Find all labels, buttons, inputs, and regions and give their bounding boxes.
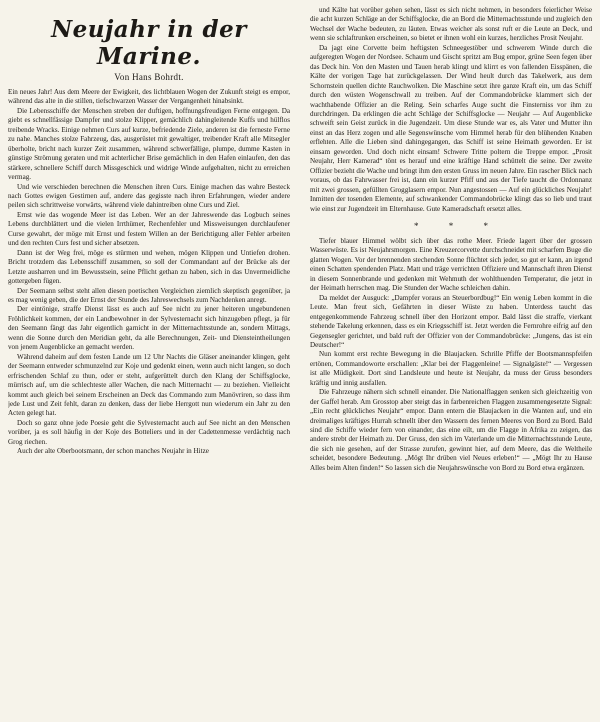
left-column-text bbox=[8, 88, 290, 457]
right-column-text-top bbox=[310, 6, 592, 214]
paragraph: und Kälte hat vorüber gehen sehen, lässt es sich nicht nehmen, in besonders feierlicher Weise die acht kurzen Schläge an der Schiffsglocke, die an Bord die Mitternachtsstunde und zugleich den Wechsel der Wache bedeuten, zu läuten. Etwas weicher als sonst ruft er die Leute an Deck, und wenn sie schlaftrunken erscheinen, so bietet er ihnen wohl ein kurzes, herzliches Prosit Neujahr. bbox=[310, 6, 592, 43]
paragraph: Der eintönige, straffe Dienst lässt es auch auf See nicht zu jener heiteren ungebundenen Fröhlichkeit kommen, der ein Landbewohner in der Sylvesternacht sich hinzugeben pflegt, ja für den Seemann fängt das Jahr eigentlich garnicht in der Mitternachtsstunde an, sondern Mittags, wenn die Sonne durch den Meridian geht, da alle Berechnungen, Zeit- und Diensteintheilungen von jenem Augenblicke an gemacht werden. bbox=[8, 305, 290, 352]
article-columns bbox=[8, 6, 592, 718]
paragraph: Die Fahrzeuge nähern sich schnell einander. Die Nationalflaggen senken sich gleichzeitig von der Gaffel herab. Am Grosstop aber steigt das in farbenreichen Flaggen zusammengesetzte Signal: „Ein recht glückliches Neujahr“ empor. Dann entern die Blaujacken in die Wanten auf, und ein dreimaliges kräftiges Hurrah schnellt über den Wassern des fernen Meeres von Bord zu Bord. Bald sind die Schiffe wieder fern von einander, das eine eilt, um die Flagge in Afrika zu zeigen, das andere strebt der Heimath zu. Der Gruss, den sich im Vaterlande um die Mitternachtsstunde Leute, die sich nie gesehen, auf der Strasse zurufen, gewinnt hier, auf dem Meere, das die Weltheile scheidet, besondere Bedeutung. „Mögt Ihr drüben viel Neues erleben!“ — „Mögt Ihr zu Hause Alles beim Alten finden!“ So lassen sich die Neujahrswünsche von Bord zu Bord etwa ergänzen. bbox=[310, 388, 592, 472]
paragraph: Die Lebensschiffe der Menschen streben der duftigen, hoffnungsfreudigen Ferne entgegen. Da giebt es schnellfässige Dampfer und stolze Klipper, gemächlich dahingleitende Kuffs und hülflos treibende Wracks. Einige nehmen Curs auf kurze, befriedende Ziele, anderen ist die ferneste Ferne zu nahe. Manches stolze Fahrzeug, das, ausgerüstet mit gewaltiger, treibender Kraft alle Mitsegler überholte, bricht nach kurzer Zeit zusammen, während schwerfällige, plumpe, dumme Kasten in günstige Strömung geraten und mit achterlicher Brise gemächlich in den Hafen einlaufen, den das stärkere, schnellere Schiff durch Missgeschick und widrige Winde aufgehalten, nicht zu erreichen vermag. bbox=[8, 106, 290, 182]
paragraph: Dann ist der Weg frei, möge es stürmen und wehen, mögen Klippen und Untiefen drohen. Bricht trotzdem das Lebensschiff zusammen, so soll der Commandant auf der Brücke als der Letzte ausharren und im Bewusstsein, seine Pflicht gethan zu haben, sich in das Unvermeidliche gottergeben fügen. bbox=[8, 248, 290, 286]
right-column-text-bottom bbox=[310, 237, 592, 473]
paragraph: Tiefer blauer Himmel wölbt sich über das rothe Meer. Friede lagert über der grossen Wasserwüste. Es ist Neujahrsmorgen. Eine Kreuzercorvette durchschneidet mit scharfem Buge die glatten Wogen. Vor der brennenden stechenden Sonne flüchtet sich jeder, so gut er kann, an irgend einen Schatten spendenden Platz. Matt und träge verrichten Offiziere und Mannschaft ihren Dienst in diesem Sonnenbrande und gedenken mit Wehmuth der wohlthuenden Temperatur, die jetzt in der Heimath herrschen mag. Die Stunden der Wache schleichen dahin. bbox=[310, 236, 592, 293]
right-column bbox=[310, 6, 592, 718]
left-column bbox=[8, 6, 290, 718]
section-separator: * * * bbox=[414, 220, 502, 231]
paragraph: Doch so ganz ohne jede Poesie geht die Sylvesternacht auch auf See nicht an den Menschen vorüber, ja es soll häufig in der Koje des Botteliers und in der Cadettenmesse verdächtig nach Grog riechen. bbox=[8, 418, 290, 446]
paragraph: Ein neues Jahr! Aus dem Meere der Ewigkeit, des lichtblauen Wogen der Zukunft steigt es empor, während das alte in die stillen, tiefschwarzen Wasser der Vergangenheit hinabsinkt. bbox=[8, 88, 290, 106]
paragraph: Während daheim auf dem festen Lande um 12 Uhr Nachts die Gläser aneinander klingen, geht der Seemann entweder schmunzelnd zur Koje und gedenkt einen, wenn auch nicht langen, so doch erfrischenden Schlaf zu thun, oder er steht, aufgerüttelt durch den Klang der Schiffsglocke, mürrisch auf, um die schlechteste aller Wachen, die nach Mitternacht — zu beziehen. Vielleicht kommt auch gleich bei seinem Erscheinen an Deck das Commando zum Manövriren, so dass ihm jede Lust und Zeit fehlt, daran zu denken, dass der liebe Herrgott nun wiederum ein Jahr zu den Acten gelegt hat. bbox=[8, 352, 290, 418]
article-byline: Von Hans Bohrdt. bbox=[114, 72, 184, 82]
paragraph: Und wie verschieden berechnen die Menschen ihren Curs. Einige machen das wahre Besteck nach Gottes ewigen Gestirnen auf, andere das gegisste nach ihren Erfahrungen, wieder andere peilen sich schrittweise vorwärts, während viele dahintreiben ohne Curs und Ziel. bbox=[8, 182, 290, 210]
paragraph: Nun kommt erst rechte Bewegung in die Blaujacken. Schrille Pfiffe der Bootsmannspfeifen ertönen, Commandoworte erschallen: „Klar bei der Flaggenleine! — Signalgäste!“ — Vergessen ist alle Müdigkeit. Dort sind Landsleute und heute ist Neujahr, da muss der Gruss besonders kräftig und innig ausfallen. bbox=[310, 350, 592, 387]
article-title: Neujahr in der Marine. bbox=[51, 16, 247, 70]
paragraph: Da meldet der Ausguck: „Dampfer voraus an Steuerbordbug!“ Ein wenig Leben kommt in die Leute. Man freut sich, Gefährten in dieser Wüste zu haben. Unterdess taucht das entgegenkommende Fahrzeug schnell über den Horizont empor. Bald lässt die straffe, vierkant stehende Takelung erkennen, dass es ein Kriegsschiff ist. Jetzt werden die Fernrohre eifrig auf den Gegensegler gerichtet, und bald ruft der Offizier von der Commandobrücke: „Jungens, das ist ein Deutscher!“ bbox=[310, 293, 592, 349]
paragraph: Da jagt eine Corvette beim heftigsten Schneegestöber und schwerem Winde durch die aufgeregten Wogen der Nordsee. Schaum und Gischt spritzt am Bug empor, grüne Seen fegen über das Deck hin. Von den Masten und Tauen herab klingt und klirrt es von fallenden Eisspänen, die Kälte der vorigen Tage hat zurückgelassen. Der Wind heult durch das Takelwerk, aus dem Schornstein quellen dichte Rauchwolken. Die Maschine setzt ihre ganze Kraft ein, um das Schiff durch den wüsten Wogenschwall zu treiben. Auf der Commandobrücke klammert sich der wachthabende Offizier an die Reling. Sein scharfes Auge sucht die Finsterniss vor ihm zu durchdringen. Da erklingen die acht Schläge der Schiffsglocke — Neujahr — Auf Augenblicke schweift sein Geist zurück in die Jugendzeit. Um diese Stunde war es, als Vater und Mutter ihn einst an das Herz zogen und alle Segenswünsche vom Himmel herab für den blühenden Knaben erflehten. Alle die Lieben sind dahingegangen, das Schiff ist seine Heimath geworden. Er ist einsam geworden. Und doch nicht einsam! Schwere Tritte poltern die Treppe empor. „Prosit Neujahr, Herr Kamerad“ tönt es herauf und eine kräftige Hand schüttelt die seine. Der zweite Offizier bezieht die Wache und bringt ihm den ersten Gruss im neuen Jahre. Ein rascher Blick nach voraus, ob das Fahrwasser frei ist, dann ein kurzer Pfiff und aus der Tiefe taucht die Ordonnanz mit zwei grossen, gefüllten Grogglasern empor. Nun angestossen — Auf ein glückliches Neujahr! Inmitten der tosenden Elemente, auf schwankender Commandobrücke klingt das so lieb und traut wie einst zur Jugendzeit im Elternhause. Gute Kameradschaft ersetzt alles. bbox=[310, 43, 592, 213]
paragraph: Ernst wie das wogende Meer ist das Leben. Wer an der Jahreswende das Logbuch seines Lebens durchblättert und die vielen Irrthümer, Rechenfehler und Missweisungen durchlaufener Curse gewahrt, der möge mit Ernst und festem Willen an der Berichtigung aller Fehler arbeiten und den rechten Curs fest und sicher absetzen. bbox=[8, 210, 290, 248]
paragraph: Auch der alte Oberbootsmann, der schon manches Neujahr in Hitze bbox=[17, 447, 209, 456]
paragraph: Der Seemann selbst steht allen diesen poetischen Vergleichen ziemlich skeptisch gegenüber, ja es mag wenig geben, die der Ernst der Stunde des Jahreswechsels zum Nachdenken anregt. bbox=[8, 286, 290, 304]
